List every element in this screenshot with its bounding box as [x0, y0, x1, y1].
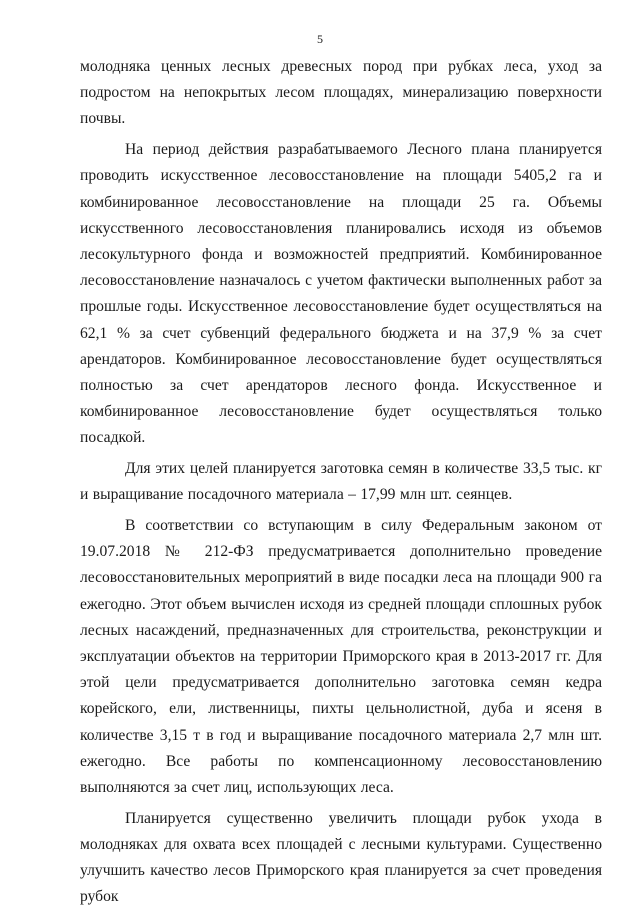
paragraph-seed-harvesting: Для этих целей планируется заготовка семян в количестве 33,5 тыс. кг и выращивание посадочного материала – 17,99 млн шт. сеянцев.	[80, 460, 602, 504]
paragraph-reforestation-plan: На период действия разрабатываемого Лесного плана планируется проводить искусственное лесовосстановление на площади 5405,2 га и комбинированное лесовосстановление на площади 25 га. Объемы искусственного лесовосстановления планировались исходя из объемов лесокультурного фонда и возможностей предприятий. Комбинированное лесовосстановление назначалось с учетом фактически выполненных работ за прошлые годы. Искусственное лесовосстановление будет осуществляться на 62,1 % за счет субвенций федерального бюджета и на 37,9 % за счет арендаторов. Комбинированное лесовосстановление будет осуществляться полностью за счет арендаторов лесного фонда. Искусственное и комбинированное лесовосстановление будет осуществляться только посадкой.	[80, 141, 602, 447]
paragraph-thinning-increase: Планируется существенно увеличить площади рубок ухода в молодняках для охвата всех площадей с лесными культурами. Существенно улучшить качество лесов Приморского края планируется за счет проведения рубок	[80, 809, 602, 906]
document-body	[80, 54, 602, 915]
paragraph-continued: молодняка ценных лесных древесных пород при рубках леса, уход за подростом на непокрытых лесом площадях, минерализацию поверхности почвы.	[80, 58, 602, 128]
paragraph-federal-law: В соответствии со вступающим в силу Федеральным законом от 19.07.2018 № 212-ФЗ предусматривается дополнительно проведение лесовосстановительных мероприятий в виде посадки леса на площади 900 га ежегодно. Этот объем вычислен исходя из средней площади сплошных рубок лесных насаждений, предназначенных для строительства, реконструкции и эксплуатации объектов на территории Приморского края в 2013-2017 гг. Для этой цели предусматривается дополнительно заготовка семян кедра корейского, ели, лиственницы, пихты цельнолистной, дуба и ясеня в количестве 3,15 т в год и выращивание посадочного материала 2,7 млн шт. ежегодно. Все работы по компенсационному лесовосстановлению выполняются за счет лиц, использующих леса.	[80, 516, 602, 796]
page-number: 5	[317, 32, 323, 46]
